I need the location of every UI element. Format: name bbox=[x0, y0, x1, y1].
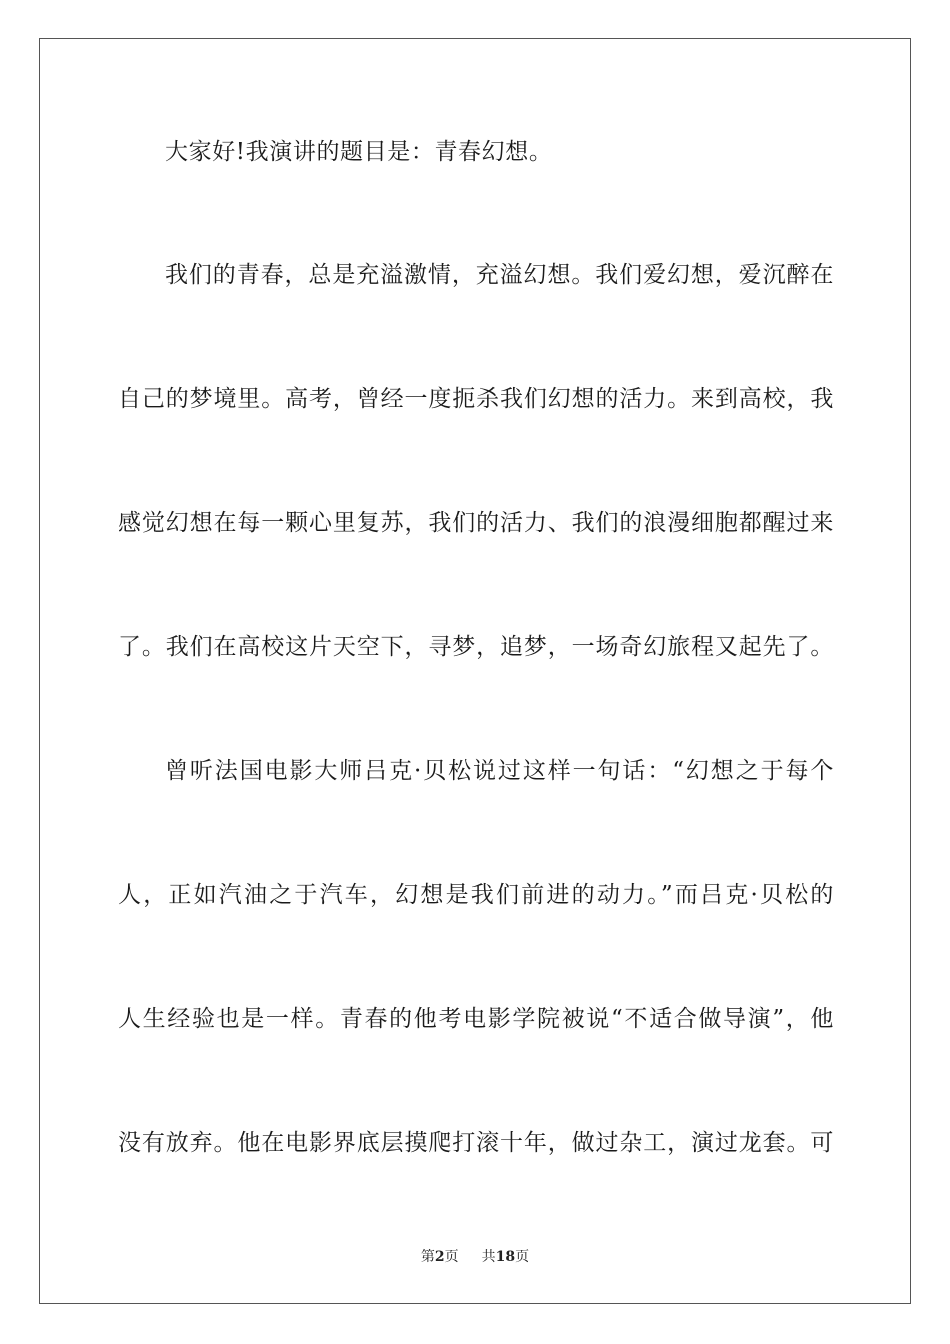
paragraph-line-5: 了。我们在高校这片天空下，寻梦，追梦，一场奇幻旅程又起先了。 bbox=[118, 634, 834, 660]
page-number-label bbox=[421, 1249, 463, 1265]
page-prefix: 第 bbox=[420, 1249, 435, 1265]
page-suffix: 页 bbox=[444, 1249, 459, 1265]
total-pages-label bbox=[482, 1249, 529, 1265]
paragraph-line-8: 人生经验也是一样。青春的他考电影学院被说“不适合做导演”，他 bbox=[118, 1006, 834, 1032]
total-suffix: 页 bbox=[515, 1249, 530, 1265]
paragraph-line-7: 人，正如汽油之于汽车，幻想是我们前进的动力。”而吕克·贝松的 bbox=[118, 882, 834, 908]
page-border bbox=[39, 38, 911, 1304]
paragraph-line-2: 我们的青春，总是充溢激情，充溢幻想。我们爱幻想，爱沉醉在 bbox=[165, 262, 834, 288]
total-prefix: 共 bbox=[481, 1249, 496, 1265]
page-footer bbox=[0, 1248, 950, 1266]
paragraph-line-4: 感觉幻想在每一颗心里复苏，我们的活力、我们的浪漫细胞都醒过来 bbox=[118, 510, 834, 536]
total-number: 18 bbox=[495, 1249, 516, 1265]
paragraph-line-3: 自己的梦境里。高考，曾经一度扼杀我们幻想的活力。来到高校，我 bbox=[118, 386, 834, 412]
paragraph-line-6: 曾听法国电影大师吕克·贝松说过这样一句话：“幻想之于每个 bbox=[165, 758, 834, 784]
paragraph-line-9: 没有放弃。他在电影界底层摸爬打滚十年，做过杂工，演过龙套。可 bbox=[118, 1130, 834, 1156]
paragraph-line-1: 大家好!我演讲的题目是：青春幻想。 bbox=[165, 139, 553, 165]
page-number: 2 bbox=[434, 1249, 445, 1265]
